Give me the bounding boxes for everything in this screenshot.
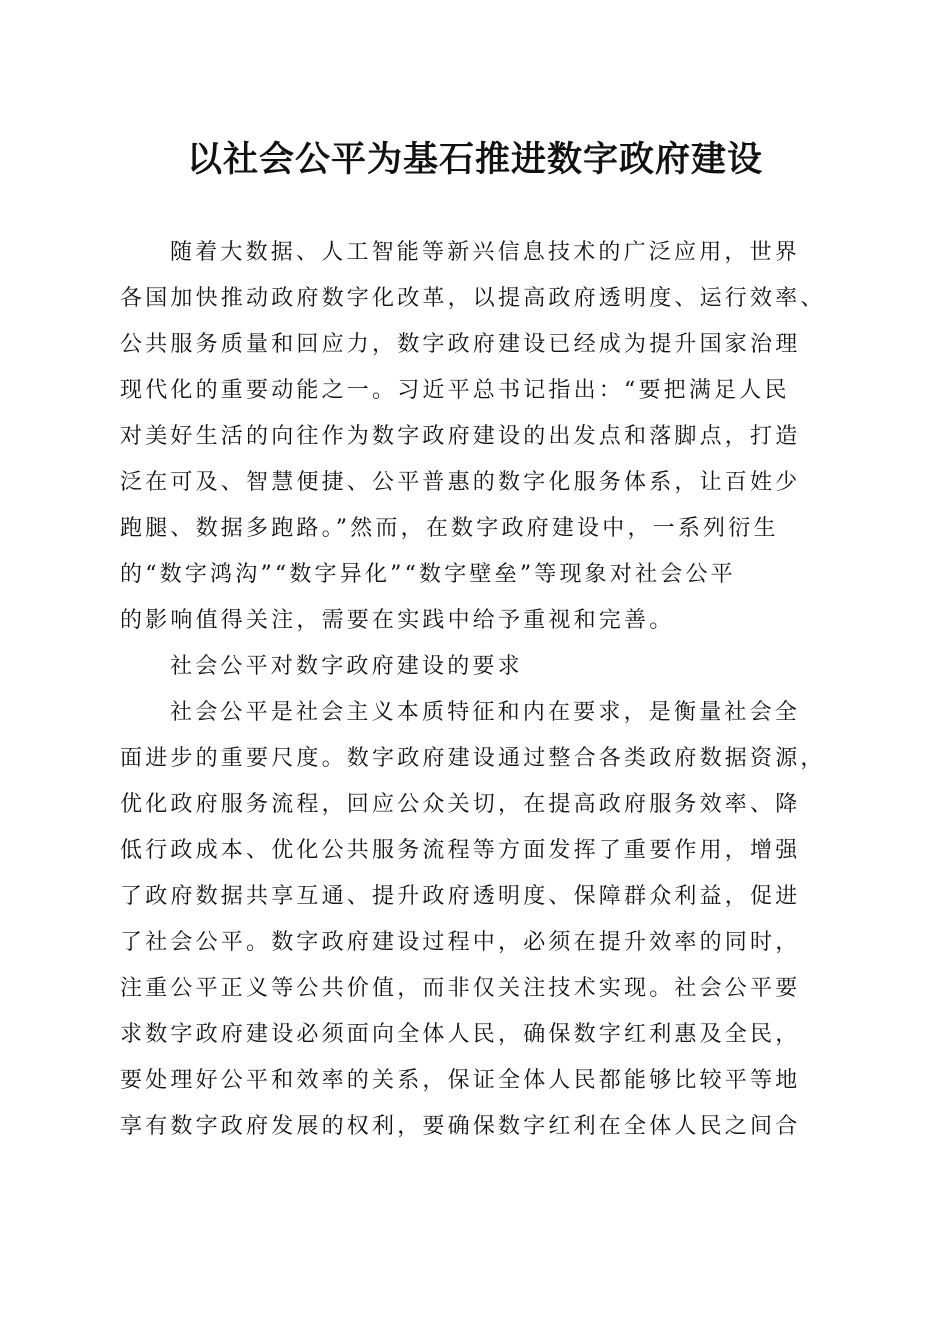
- paragraph-2-line: 社会公平是社会主义本质特征和内在要求，是衡量社会全: [170, 700, 801, 725]
- document-title: 以社会公平为基石推进数字政府建设: [186, 139, 763, 180]
- paragraph-1-line: 对美好生活的向往作为数字政府建设的出发点和落脚点，打造: [120, 424, 801, 449]
- paragraph-1-line: 公共服务质量和回应力，数字政府建设已经成为提升国家治理: [120, 332, 801, 357]
- paragraph-1-line: 泛在可及、智慧便捷、公平普惠的数字化服务体系，让百姓少: [120, 470, 801, 495]
- paragraph-2-line: 优化政府服务流程，回应公众关切，在提高政府服务效率、降: [120, 792, 801, 817]
- document-body: [120, 230, 832, 1150]
- paragraph-2-line: 面进步的重要尺度。数字政府建设通过整合各类政府数据资源，: [120, 746, 826, 771]
- section-heading: 社会公平对数字政府建设的要求: [170, 654, 523, 679]
- paragraph-2-line: 低行政成本、优化公共服务流程等方面发挥了重要作用，增强: [120, 838, 801, 863]
- paragraph-2-line: 求数字政府建设必须面向全体人民，确保数字红利惠及全民，: [120, 1022, 801, 1047]
- paragraph-2-line: 要处理好公平和效率的关系，保证全体人民都能够比较平等地: [120, 1068, 801, 1093]
- paragraph-2-line: 享有数字政府发展的权利，要确保数字红利在全体人民之间合: [120, 1114, 801, 1139]
- paragraph-1-line: 各国加快推动政府数字化改革，以提高政府透明度、运行效率、: [120, 286, 826, 311]
- paragraph-2-line: 注重公平正义等公共价值，而非仅关注技术实现。社会公平要: [120, 976, 801, 1001]
- paragraph-1-line: 跑腿、数据多跑路。”然而，在数字政府建设中，一系列衍生: [120, 516, 779, 541]
- paragraph-1-line: 随着大数据、人工智能等新兴信息技术的广泛应用，世界: [170, 240, 801, 265]
- paragraph-2-line: 了社会公平。数字政府建设过程中，必须在提升效率的同时，: [120, 930, 801, 955]
- paragraph-1-line: 现代化的重要动能之一。习近平总书记指出：“要把满足人民: [120, 378, 790, 403]
- paragraph-2-line: 了政府数据共享互通、提升政府透明度、保障群众利益，促进: [120, 884, 801, 909]
- paragraph-1-line: 的“数字鸿沟”“数字异化”“数字壁垒”等现象对社会公平: [120, 562, 736, 587]
- paragraph-1-line: 的影响值得关注，需要在实践中给予重视和完善。: [120, 608, 675, 633]
